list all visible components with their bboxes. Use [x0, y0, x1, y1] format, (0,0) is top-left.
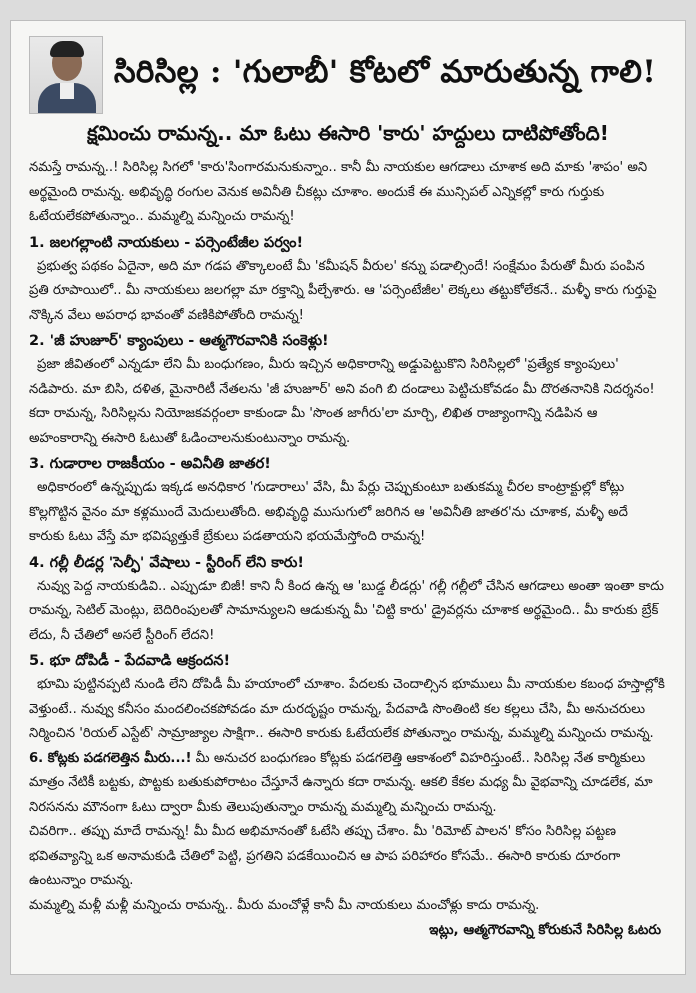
pamphlet-header: [29, 31, 667, 119]
section-body-3: అధికారంలో ఉన్నప్పుడు ఇక్కడ అనధికార 'గుడారాలు' వేసి, మీ పేర్లు చెప్పుకుంటూ బతుకమ్మ చీరల కాంట్రాక్టుల్లో కోట్లు కొల్లగొట్టిన వైనం మా కళ్లముందే మెదులుతోంది. అభివృద్ధి ముసుగులో జరిగిన ఆ 'అవినీతి జాతర'ను చూశాక, మళ్ళీ అదే కారుకు ఓటు వేస్తే మా భవిష్యత్తుకే బ్రేకులు పడతాయని భయమేస్తోంది రామన్న!: [29, 480, 628, 544]
portrait-hair: [50, 41, 84, 57]
section-heading-6: 6. కోట్లకు పడగలెత్తిన మీరు...!: [29, 750, 192, 766]
section-heading-2: 2. 'జీ హుజూర్' క్యాంపులు - ఆత్మగౌరవానికి సంకెళ్లు!: [29, 333, 329, 349]
section-heading-5: 5. భూ దోపిడీ - పేదవాడి ఆక్రందన!: [29, 653, 231, 669]
portrait-photo: [29, 36, 103, 114]
section-body-2: ప్రజా జీవితంలో ఎన్నడూ లేని మీ బంధుగణం, మీరు ఇచ్చిన అధికారాన్ని అడ్డుపెట్టుకొని సిరిసిల్లలో 'ప్రత్యేక క్యాంపులు' నడిపారు. మా బిసి, దళిత, మైనారిటీ నేతలను 'జీ హుజూర్' అని వంగి బి దండాలు పెట్టిచుకోవడం మీ దొరతనానికి నిదర్శనం! కదా రామన్న, సిరిసిల్లను నియోజకవర్గంలా కాకుండా మీ 'సొంత జాగీరు'లా మార్చి, లిఖిత రాజ్యాంగాన్ని నడిపిన ఆ అహంకారాన్ని ఈసారి ఓటుతో ఓడించాలనుకుంటున్నాం రామన్న.: [29, 357, 655, 446]
closing-paragraph-2: మమ్మల్ని మళ్లీ మళ్లీ మన్నించు రామన్న.. మీరు మంచోళ్లే కానీ మీ నాయకులు మంచోళ్లు కాదు రామన్న.: [29, 897, 540, 913]
section-heading-1: 1. జలగల్లాంటి నాయకులు - పర్సెంటేజీల పర్వం!: [29, 234, 304, 251]
portrait-collar: [60, 83, 74, 99]
signature: ఇట్లు, ఆత్మగౌరవాన్ని కోరుకునే సిరిసిల్ల ఓటరు: [429, 922, 661, 938]
pamphlet-page: [10, 20, 686, 975]
section-body-1: ప్రభుత్వ పథకం ఏదైనా, అది మా గడప తొక్కాలంటే మీ 'కమీషన్ వీరుల' కన్ను పడాల్సిందే! సంక్షేమం పేరుతో మీరు పంపిన ప్రతి రూపాయిలో.. మీ నాయకులు జలగల్లా మా రక్తాన్ని పీల్చేశారు. ఆ 'పర్సెంటేజీల' లెక్కలు తట్టుకోలేకనే.. మళ్ళీ కారు గుర్తుపై నొక్కిన వేలు అపరాధ భావంతో వణికిపోతోంది రామన్న!: [29, 258, 657, 323]
section-body-6: మీ అనుచర బంధుగణం కోట్లకు పడగలెత్తి ఆకాశంలో విహరిస్తుంటే.. సిరిసిల్ల నేత కార్మికులు మాత్రం నేటికీ బట్టకు, పొట్టకు బతుకుపోరాటం చేస్తూనే ఉన్నారు కదా రామన్న. ఆకలి కేకల మధ్య మీ వైభవాన్ని చూడలేక, మా నిరసనను మౌనంగా ఓటు ద్వారా మీకు తెలుపుతున్నాం రామన్న మమ్మల్ని మన్నించు రామన్న.: [29, 750, 653, 815]
closing-paragraph-1: చివరిగా.. తప్పు మాదే రామన్న! మీ మీద అభిమానంతో ఓటేసి తప్పు చేశాం. మీ 'రిమోట్ పాలన' కోసం సిరిసిల్ల పట్టణ భవితవ్యాన్ని ఒక అనామకుడి చేతిలో పెట్టి, ప్రగతిని పడకేయించిన ఆ పాప పరిహారం కోసమే.. ఈసారి కారుకు దూరంగా ఉంటున్నాం రామన్న.: [29, 824, 621, 888]
section-6-paragraph: [29, 747, 667, 821]
section-body-4: నువ్వు పెద్ద నాయకుడివి.. ఎప్పుడూ బిజీ! కాని నీ కింద ఉన్న ఆ 'బుడ్డ లీడర్లు' గల్లీ గల్లీలో చేసిన ఆగడాలు అంతా ఇంతా కాదు రామన్న, సెటిల్ మెంట్లు, బెదిరింపులతో సామాన్యులని ఆడుకున్న మీ 'చిట్టి కారు' డ్రైవర్లను చూశాక అర్థమైంది.. మీ కారుకు బ్రేక్ లేదు, నీ చేతిలో అసలే స్టీరింగ్ లేదని!: [29, 578, 664, 643]
section-heading-4: 4. గల్లీ లీడర్ల 'సెల్ఫీ' వేషాలు - స్టీరింగ్ లేని కారు!: [29, 554, 305, 571]
section-heading-3: 3. గుడారాల రాజకీయం - అవినీతి జాతర!: [29, 456, 271, 472]
intro-paragraph: నమస్తే రామన్న..! సిరిసిల్ల సిగలో 'కారు'సింగారమనుకున్నాం.. కానీ మీ నాయకుల ఆగడాలు చూశాక అది మాకు 'శాపం' అని అర్థమైంది రామన్న. అభివృద్ధి రంగుల వెనుక అవినీతి చీకట్లు చూశాం. అందుకే ఈ మున్సిపల్ ఎన్నికల్లో కారు గుర్తుకు ఓటేయలేకపోతున్నాం.. మమ్మల్ని మన్నించు రామన్న!: [29, 160, 648, 224]
section-body-5: భూమి పుట్టినప్పటి నుండి లేని దోపిడీ మీ హయాంలో చూశాం. పేదలకు చెందాల్సిన భూములు మీ నాయకుల కబంధ హస్తాల్లోకి వెళ్తుంటే.. నువ్వు కనీసం మందలించకపోవడం మా దురదృష్టం రామన్న, పేదవాడి సొంతింటి కల కల్లలు చేసి, మీ అనుచరులు నిర్మించిన 'రియల్ ఎస్టేట్' సామ్రాజ్యాల సాక్షిగా.. ఈసారి కారుకు ఓటేయలేక పోతున్నాం రామన్న, మమ్మల్ని మన్నించు రామన్న.: [29, 677, 665, 741]
page-subtitle: క్షమించు రామన్న.. మా ఓటు ఈసారి 'కారు' హద్దులు దాటిపోతోంది!: [87, 121, 609, 145]
page-title: సిరిసిల్ల : 'గులాబీ' కోటలో మారుతున్న గాలి!: [113, 53, 657, 90]
